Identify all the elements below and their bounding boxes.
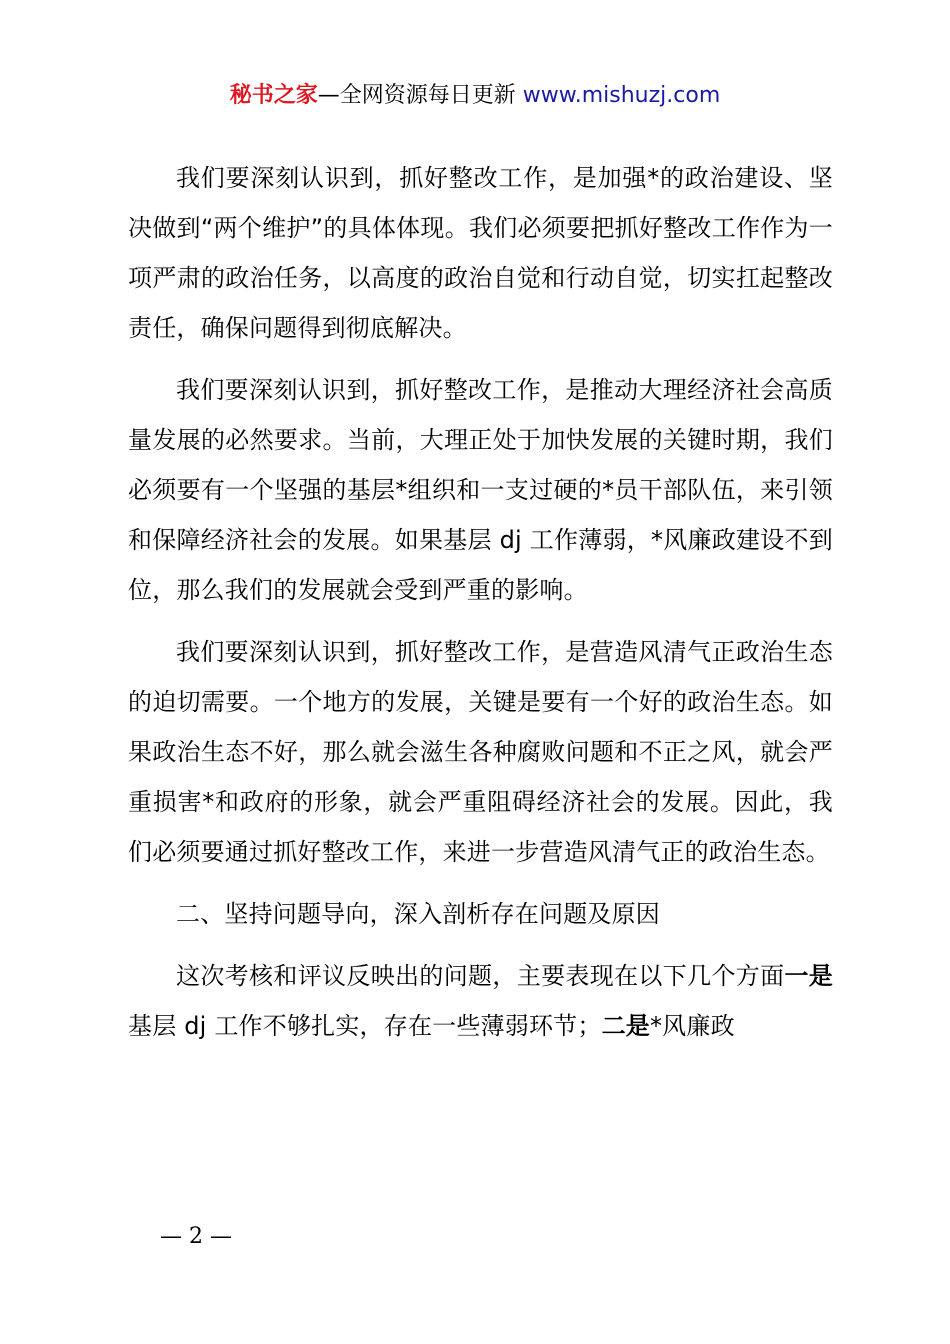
paragraph-4-lead: 这次考核和评议反映出的问题，主要表现在以下几个方面 <box>176 962 785 990</box>
site-header <box>0 80 950 112</box>
brand-name: 秘书之家 <box>229 83 318 108</box>
item-1-text: 基层 dj 工作不够扎实，存在一些薄弱环节； <box>128 1012 602 1040</box>
document-body <box>128 153 833 1051</box>
section-heading: 二、坚持问题导向，深入剖析存在问题及原因 <box>176 900 660 928</box>
item-1-label: 一是 <box>784 962 834 990</box>
item-2-text: *风廉政 <box>649 1012 735 1040</box>
page-number: — 2 — <box>160 1224 232 1249</box>
paragraph-1: 我们要深刻认识到，抓好整改工作，是加强*的政治建设、坚决做到“两个维护”的具体体现。我们必须要把抓好整改工作作为一项严肃的政治任务，以高度的政治自觉和行动自觉，切实扛起整改责任，确保问题得到彻底解决。 <box>128 164 833 342</box>
header-tagline: —全网资源每日更新 <box>317 83 516 108</box>
paragraph-4 <box>128 951 833 1051</box>
paragraph-3: 我们要深刻认识到，抓好整改工作，是营造风清气正政治生态的迫切需要。一个地方的发展，关键是要有一个好的政治生态。如果政治生态不好，那么就会滋生各种腐败问题和不正之风，就会严重损害*和政府的形象，就会严重阻碍经济社会的发展。因此，我们必须要通过抓好整改工作，来进一步营造风清气正的政治生态。 <box>128 638 833 866</box>
paragraph-2: 我们要深刻认识到，抓好整改工作，是推动大理经济社会高质量发展的必然要求。当前，大理正处于加快发展的关键时期，我们必须要有一个坚强的基层*组织和一支过硬的*员干部队伍，来引领和保障经济社会的发展。如果基层 dj 工作薄弱，*风廉政建设不到位，那么我们的发展就会受到严重的影响。 <box>128 376 833 604</box>
item-2-label: 二是 <box>601 1012 650 1040</box>
site-url[interactable]: www.mishuzj.com <box>515 83 721 108</box>
